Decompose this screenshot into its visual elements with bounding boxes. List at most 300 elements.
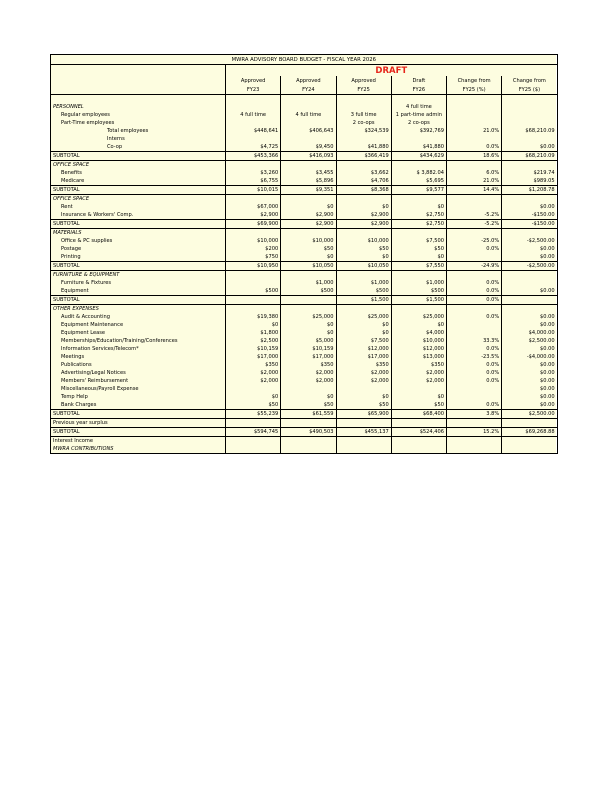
cell-change-amt	[502, 437, 557, 446]
cell-fy25	[336, 195, 391, 204]
section-row	[51, 161, 558, 170]
cell-fy24	[281, 161, 336, 170]
cell-fy23	[226, 135, 281, 143]
section-row	[51, 103, 558, 111]
table-row	[51, 313, 558, 321]
cell-fy26: $9,577	[391, 186, 446, 195]
cell-fy24	[281, 95, 336, 104]
cell-fy25	[336, 305, 391, 314]
cell-fy25: $10,050	[336, 262, 391, 271]
cell-fy26: $350	[391, 361, 446, 369]
cell-change-pct	[447, 135, 502, 143]
row-label: Insurance & Workers' Comp.	[51, 211, 226, 220]
cell-fy26	[391, 95, 446, 104]
row-label: OFFICE SPACE	[51, 195, 226, 204]
cell-fy24: $0	[281, 321, 336, 329]
cell-change-pct: 0.0%	[447, 245, 502, 253]
cell-fy24: $0	[281, 253, 336, 262]
cell-fy26: $7,500	[391, 237, 446, 245]
cell-change-amt	[502, 135, 557, 143]
cell-fy26: $392,769	[391, 127, 446, 135]
cell-change-pct: 0.0%	[447, 361, 502, 369]
cell-change-pct	[447, 203, 502, 211]
cell-fy26: $7,550	[391, 262, 446, 271]
cell-change-pct	[447, 445, 502, 454]
cell-fy24: $2,000	[281, 369, 336, 377]
row-label	[51, 95, 226, 104]
cell-fy24: $500	[281, 287, 336, 296]
cell-change-amt: $0.00	[502, 253, 557, 262]
cell-change-amt: $0.00	[502, 369, 557, 377]
cell-change-amt	[502, 445, 557, 454]
header-row-1	[51, 76, 558, 85]
cell-fy25: $12,000	[336, 345, 391, 353]
cell-fy23: $0	[226, 393, 281, 401]
cell-fy24: $5,000	[281, 337, 336, 345]
cell-change-pct: 0.0%	[447, 313, 502, 321]
cell-fy23: $350	[226, 361, 281, 369]
cell-fy24: $1,000	[281, 279, 336, 287]
table-row	[51, 135, 558, 143]
cell-fy24	[281, 437, 336, 446]
cell-change-amt: $0.00	[502, 287, 557, 296]
cell-fy24	[281, 271, 336, 280]
table-row	[51, 321, 558, 329]
table-row	[51, 237, 558, 245]
row-label: SUBTOTAL	[51, 296, 226, 305]
col-header-fy24-top: Approved	[281, 76, 336, 85]
cell-change-pct	[447, 329, 502, 337]
cell-fy25: $2,900	[336, 211, 391, 220]
cell-fy25: $0	[336, 253, 391, 262]
cell-change-amt: -$2,500.00	[502, 237, 557, 245]
cell-change-amt	[502, 229, 557, 238]
cell-change-pct: 0.0%	[447, 401, 502, 410]
cell-fy23: $453,366	[226, 152, 281, 161]
cell-change-pct	[447, 195, 502, 204]
row-label: Equipment Lease	[51, 329, 226, 337]
cell-fy25	[336, 161, 391, 170]
cell-fy25	[336, 419, 391, 428]
cell-change-amt	[502, 271, 557, 280]
row-label: Bank Charges	[51, 401, 226, 410]
row-label: Rent	[51, 203, 226, 211]
col-header-change-pct: FY25 (%)	[447, 85, 502, 95]
subtotal-row	[51, 220, 558, 229]
cell-fy24: $416,093	[281, 152, 336, 161]
col-header-fy23-top: Approved	[226, 76, 281, 85]
col-header-fy24: FY24	[281, 85, 336, 95]
row-label: SUBTOTAL	[51, 152, 226, 161]
cell-fy26: $25,000	[391, 313, 446, 321]
cell-fy24: $5,896	[281, 177, 336, 186]
subtotal-row	[51, 428, 558, 437]
row-label: SUBTOTAL	[51, 410, 226, 419]
cell-fy24: $490,503	[281, 428, 336, 437]
cell-change-pct	[447, 393, 502, 401]
cell-fy23: $750	[226, 253, 281, 262]
cell-fy25: $0	[336, 321, 391, 329]
cell-fy26: $ 3,882.04	[391, 169, 446, 177]
header-spacer	[51, 76, 226, 85]
cell-fy23: $500	[226, 287, 281, 296]
table-row	[51, 203, 558, 211]
cell-fy23	[226, 385, 281, 393]
row-label: Equipment Maintenance	[51, 321, 226, 329]
section-row	[51, 195, 558, 204]
cell-fy25: $1,500	[336, 296, 391, 305]
cell-change-pct: 6.0%	[447, 169, 502, 177]
row-label: MWRA CONTRIBUTIONS	[51, 445, 226, 454]
cell-fy23: $0	[226, 321, 281, 329]
cell-fy23	[226, 161, 281, 170]
col-header-fy26: FY26	[391, 85, 446, 95]
row-label: PERSONNEL	[51, 103, 226, 111]
cell-fy25: $65,900	[336, 410, 391, 419]
cell-fy24: $0	[281, 203, 336, 211]
cell-change-pct: 21.0%	[447, 127, 502, 135]
cell-fy25	[336, 135, 391, 143]
cell-fy23: $69,900	[226, 220, 281, 229]
row-label: SUBTOTAL	[51, 220, 226, 229]
cell-fy26: $434,629	[391, 152, 446, 161]
cell-change-pct	[447, 95, 502, 104]
cell-change-amt	[502, 119, 557, 127]
cell-fy24	[281, 119, 336, 127]
cell-change-pct	[447, 271, 502, 280]
table-row	[51, 169, 558, 177]
table-row	[51, 329, 558, 337]
cell-fy26: $0	[391, 393, 446, 401]
cell-fy24	[281, 385, 336, 393]
table-row	[51, 127, 558, 135]
col-header-fy25-top: Approved	[336, 76, 391, 85]
cell-change-pct	[447, 385, 502, 393]
col-header-change-amt: FY25 ($)	[502, 85, 557, 95]
row-label: Information Services/Telecom*	[51, 345, 226, 353]
cell-fy24	[281, 296, 336, 305]
cell-change-pct: 0.0%	[447, 377, 502, 385]
cell-fy25: $3,662	[336, 169, 391, 177]
cell-fy25: $17,000	[336, 353, 391, 361]
cell-change-pct	[447, 119, 502, 127]
cell-change-amt: $1,208.78	[502, 186, 557, 195]
cell-fy24: $406,643	[281, 127, 336, 135]
cell-change-amt	[502, 111, 557, 119]
table-row	[51, 143, 558, 152]
cell-fy26: $500	[391, 287, 446, 296]
subtotal-row	[51, 410, 558, 419]
cell-fy26	[391, 305, 446, 314]
cell-fy24	[281, 195, 336, 204]
cell-fy23	[226, 437, 281, 446]
cell-change-amt: -$2,500.00	[502, 262, 557, 271]
row-label: SUBTOTAL	[51, 186, 226, 195]
cell-fy26: $13,000	[391, 353, 446, 361]
cell-change-pct: 14.4%	[447, 186, 502, 195]
cell-fy24: $10,000	[281, 237, 336, 245]
cell-fy24: $350	[281, 361, 336, 369]
cell-fy26: 4 full time	[391, 103, 446, 111]
cell-fy26	[391, 445, 446, 454]
row-label: Medicare	[51, 177, 226, 186]
row-label: Interns	[51, 135, 226, 143]
cell-fy25: $0	[336, 203, 391, 211]
section-row	[51, 229, 558, 238]
cell-fy26: $2,000	[391, 369, 446, 377]
cell-fy26	[391, 229, 446, 238]
cell-change-pct	[447, 419, 502, 428]
budget-table	[50, 54, 558, 454]
row-label: Regular employees	[51, 111, 226, 119]
cell-change-amt	[502, 95, 557, 104]
table-row	[51, 437, 558, 446]
cell-fy23: $2,000	[226, 369, 281, 377]
cell-change-amt	[502, 195, 557, 204]
cell-fy26: $0	[391, 321, 446, 329]
cell-change-pct: 0.0%	[447, 369, 502, 377]
cell-fy24	[281, 135, 336, 143]
cell-fy25: $25,000	[336, 313, 391, 321]
cell-fy25: $366,419	[336, 152, 391, 161]
cell-fy26: $0	[391, 203, 446, 211]
cell-change-pct: -23.5%	[447, 353, 502, 361]
table-row	[51, 245, 558, 253]
cell-change-pct	[447, 437, 502, 446]
cell-fy25	[336, 271, 391, 280]
cell-fy24	[281, 229, 336, 238]
row-label: Interest Income	[51, 437, 226, 446]
cell-fy25	[336, 103, 391, 111]
cell-fy25: $2,900	[336, 220, 391, 229]
cell-fy25	[336, 445, 391, 454]
cell-fy23: $10,000	[226, 237, 281, 245]
cell-fy24: $0	[281, 329, 336, 337]
cell-fy26: 1 part-time admin	[391, 111, 446, 119]
cell-fy24: 4 full time	[281, 111, 336, 119]
cell-fy26: $2,750	[391, 220, 446, 229]
cell-fy26	[391, 135, 446, 143]
cell-change-amt: $0.00	[502, 401, 557, 410]
cell-change-amt: $989.05	[502, 177, 557, 186]
cell-fy23: $448,641	[226, 127, 281, 135]
cell-change-pct: -5.2%	[447, 211, 502, 220]
cell-change-pct: -25.0%	[447, 237, 502, 245]
cell-fy26: $12,000	[391, 345, 446, 353]
cell-fy23	[226, 119, 281, 127]
cell-fy23: $200	[226, 245, 281, 253]
row-label: Postage	[51, 245, 226, 253]
cell-change-amt: $0.00	[502, 361, 557, 369]
cell-change-pct: 0.0%	[447, 143, 502, 152]
cell-fy26	[391, 271, 446, 280]
row-label: Equipment	[51, 287, 226, 296]
cell-fy23	[226, 296, 281, 305]
cell-change-pct: 0.0%	[447, 345, 502, 353]
cell-fy23	[226, 271, 281, 280]
cell-fy26	[391, 437, 446, 446]
cell-fy24: $9,351	[281, 186, 336, 195]
cell-fy23: $594,745	[226, 428, 281, 437]
cell-fy25: $50	[336, 401, 391, 410]
cell-fy25	[336, 95, 391, 104]
cell-change-pct	[447, 161, 502, 170]
cell-fy23: $50	[226, 401, 281, 410]
row-label: Meetings	[51, 353, 226, 361]
cell-change-amt: $68,210.09	[502, 152, 557, 161]
cell-change-amt: $4,000.00	[502, 329, 557, 337]
cell-fy25	[336, 229, 391, 238]
table-row	[51, 345, 558, 353]
cell-fy26	[391, 419, 446, 428]
cell-fy23: $2,900	[226, 211, 281, 220]
cell-change-pct: 3.8%	[447, 410, 502, 419]
cell-fy26: $1,000	[391, 279, 446, 287]
cell-fy24	[281, 103, 336, 111]
cell-change-amt: $0.00	[502, 345, 557, 353]
budget-title: MWRA ADVISORY BOARD BUDGET - FISCAL YEAR 2026	[51, 55, 558, 65]
table-row	[51, 353, 558, 361]
table-row	[51, 369, 558, 377]
table-row	[51, 337, 558, 345]
cell-change-amt: $0.00	[502, 143, 557, 152]
cell-fy24: $2,900	[281, 220, 336, 229]
cell-fy23: $10,159	[226, 345, 281, 353]
row-label: Benefits	[51, 169, 226, 177]
subtotal-row	[51, 296, 558, 305]
cell-fy26	[391, 195, 446, 204]
col-header-fy23: FY23	[226, 85, 281, 95]
cell-fy25: $41,880	[336, 143, 391, 152]
cell-fy24: $17,000	[281, 353, 336, 361]
cell-fy23	[226, 103, 281, 111]
cell-fy26: $2,750	[391, 211, 446, 220]
row-label: Part-Time employees	[51, 119, 226, 127]
cell-fy24: $0	[281, 393, 336, 401]
cell-change-amt	[502, 296, 557, 305]
cell-change-pct: 15.2%	[447, 428, 502, 437]
row-label: Members' Reimbursement	[51, 377, 226, 385]
cell-fy25	[336, 437, 391, 446]
row-label: Advertising/Legal Notices	[51, 369, 226, 377]
section-row	[51, 305, 558, 314]
cell-fy23: $55,239	[226, 410, 281, 419]
table-row	[51, 393, 558, 401]
cell-change-amt: $2,500.00	[502, 337, 557, 345]
row-label: FURNITURE & EQUIPMENT	[51, 271, 226, 280]
cell-change-pct	[447, 253, 502, 262]
cell-fy25: $1,000	[336, 279, 391, 287]
cell-fy25: $350	[336, 361, 391, 369]
cell-change-pct: -5.2%	[447, 220, 502, 229]
cell-fy24	[281, 445, 336, 454]
cell-change-amt: $68,210.09	[502, 127, 557, 135]
cell-fy25: $2,000	[336, 377, 391, 385]
cell-fy26	[391, 385, 446, 393]
row-label: Total employees	[51, 127, 226, 135]
cell-fy26: $68,400	[391, 410, 446, 419]
subtotal-row	[51, 262, 558, 271]
row-label: Memberships/Education/Training/Conferences	[51, 337, 226, 345]
cell-fy23: $67,000	[226, 203, 281, 211]
cell-fy26: $1,500	[391, 296, 446, 305]
col-header-fy26-top: Draft	[391, 76, 446, 85]
status-row	[51, 65, 558, 77]
table-row	[51, 253, 558, 262]
cell-fy25: $4,706	[336, 177, 391, 186]
section-row	[51, 271, 558, 280]
cell-change-amt	[502, 103, 557, 111]
cell-fy25: $324,539	[336, 127, 391, 135]
status-spacer	[51, 65, 226, 77]
cell-fy24: $25,000	[281, 313, 336, 321]
cell-fy23: $3,260	[226, 169, 281, 177]
row-label: Audit & Accounting	[51, 313, 226, 321]
cell-fy23: $6,755	[226, 177, 281, 186]
row-label: Furniture & Fixtures	[51, 279, 226, 287]
cell-change-pct	[447, 103, 502, 111]
col-header-change-amt-top: Change from	[502, 76, 557, 85]
table-row	[51, 385, 558, 393]
cell-change-amt: $0.00	[502, 321, 557, 329]
subtotal-row	[51, 152, 558, 161]
cell-fy25: $0	[336, 393, 391, 401]
table-row	[51, 111, 558, 119]
cell-fy24: $10,050	[281, 262, 336, 271]
cell-fy25: $8,368	[336, 186, 391, 195]
col-header-change-pct-top: Change from	[447, 76, 502, 85]
table-row	[51, 95, 558, 104]
cell-fy26: $50	[391, 401, 446, 410]
cell-change-amt: $0.00	[502, 245, 557, 253]
table-row	[51, 211, 558, 220]
header-spacer	[51, 85, 226, 95]
cell-fy26	[391, 161, 446, 170]
cell-change-amt: -$150.00	[502, 220, 557, 229]
cell-change-pct: 33.3%	[447, 337, 502, 345]
cell-change-pct: 0.0%	[447, 279, 502, 287]
row-label: Temp Help	[51, 393, 226, 401]
table-row	[51, 287, 558, 296]
cell-fy24: $2,000	[281, 377, 336, 385]
table-row	[51, 419, 558, 428]
cell-fy26: $0	[391, 253, 446, 262]
cell-fy23: $17,000	[226, 353, 281, 361]
cell-fy25	[336, 385, 391, 393]
cell-fy23	[226, 445, 281, 454]
cell-fy23	[226, 419, 281, 428]
cell-change-amt: $0.00	[502, 203, 557, 211]
table-row	[51, 119, 558, 127]
row-label: Printing	[51, 253, 226, 262]
cell-fy23	[226, 305, 281, 314]
table-row	[51, 377, 558, 385]
cell-fy25: $7,500	[336, 337, 391, 345]
cell-change-pct: 21.0%	[447, 177, 502, 186]
title-row	[51, 55, 558, 65]
cell-fy25: $2,000	[336, 369, 391, 377]
cell-change-pct	[447, 229, 502, 238]
cell-change-amt: $0.00	[502, 393, 557, 401]
subtotal-row	[51, 186, 558, 195]
row-label: SUBTOTAL	[51, 262, 226, 271]
cell-fy24: $61,559	[281, 410, 336, 419]
table-row	[51, 177, 558, 186]
cell-change-amt: $0.00	[502, 377, 557, 385]
cell-fy23: $19,380	[226, 313, 281, 321]
cell-change-pct: 0.0%	[447, 296, 502, 305]
cell-fy25: 2 co-ops	[336, 119, 391, 127]
